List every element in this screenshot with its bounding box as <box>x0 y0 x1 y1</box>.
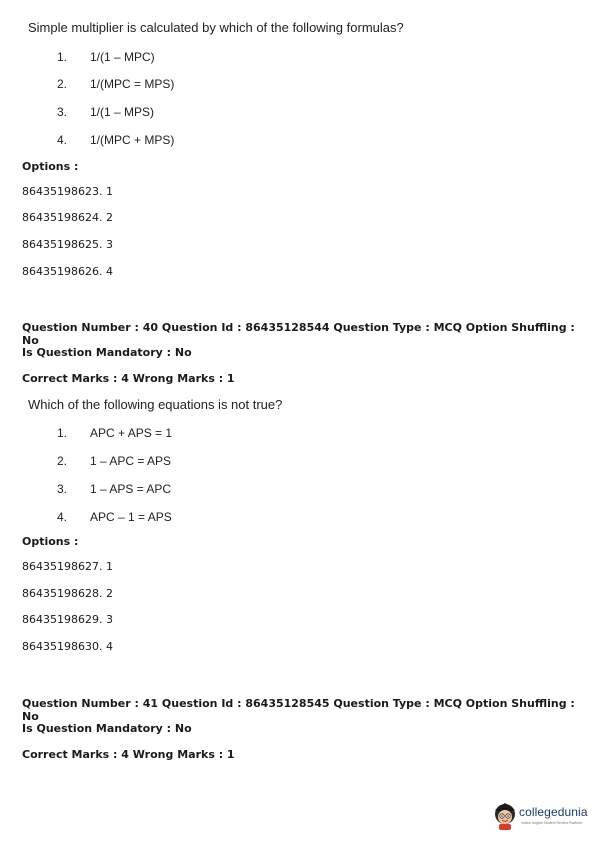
q39-option-3-number: 3. <box>57 105 68 119</box>
collegedunia-logo <box>491 800 595 836</box>
mascot-icon <box>491 800 519 832</box>
q40-options-label: Options : <box>22 535 79 548</box>
q40-option-3-number: 3. <box>57 482 68 496</box>
q39-option-4-text: 1/(MPC + MPS) <box>90 133 175 147</box>
q39-option-2-number: 2. <box>57 77 68 91</box>
q40-option-id-1: 86435198627. 1 <box>22 560 113 573</box>
question-39-text: Simple multiplier is calculated by which of the following formulas? <box>28 20 404 35</box>
q41-mandatory: Is Question Mandatory : No <box>22 722 192 735</box>
q40-header: Question Number : 40 Question Id : 86435128544 Question Type : MCQ Option Shuffling : No <box>22 321 575 347</box>
q39-option-id-2: 86435198624. 2 <box>22 211 113 224</box>
q40-option-id-4: 86435198630. 4 <box>22 640 113 653</box>
q40-option-1-text: APC + APS = 1 <box>90 426 173 440</box>
q39-option-1-number: 1. <box>57 50 68 64</box>
q39-option-id-1: 86435198623. 1 <box>22 185 113 198</box>
q40-option-3-text: 1 – APS = APC <box>90 482 172 496</box>
q39-option-3-text: 1/(1 – MPS) <box>90 105 155 119</box>
q40-option-4-text: APC – 1 = APS <box>90 510 172 524</box>
q39-options-label: Options : <box>22 160 79 173</box>
q39-option-id-3: 86435198625. 3 <box>22 238 113 251</box>
question-40-text: Which of the following equations is not true? <box>28 397 283 412</box>
q40-option-4-number: 4. <box>57 510 68 524</box>
q40-mandatory: Is Question Mandatory : No <box>22 346 192 359</box>
q40-option-2-text: 1 – APC = APS <box>90 454 172 468</box>
q40-option-1-number: 1. <box>57 426 68 440</box>
q39-option-id-4: 86435198626. 4 <box>22 265 113 278</box>
q39-option-4-number: 4. <box>57 133 68 147</box>
q40-option-id-2: 86435198628. 2 <box>22 587 113 600</box>
logo-tagline: India's largest Student Review Platform <box>521 821 582 825</box>
logo-wordmark: collegedunia <box>519 805 588 819</box>
q41-header: Question Number : 41 Question Id : 86435128545 Question Type : MCQ Option Shuffling : No <box>22 697 575 723</box>
q40-option-2-number: 2. <box>57 454 68 468</box>
q39-option-2-text: 1/(MPC = MPS) <box>90 77 175 91</box>
q41-marks: Correct Marks : 4 Wrong Marks : 1 <box>22 748 235 761</box>
q40-option-id-3: 86435198629. 3 <box>22 613 113 626</box>
q40-marks: Correct Marks : 4 Wrong Marks : 1 <box>22 372 235 385</box>
q39-option-1-text: 1/(1 – MPC) <box>90 50 155 64</box>
